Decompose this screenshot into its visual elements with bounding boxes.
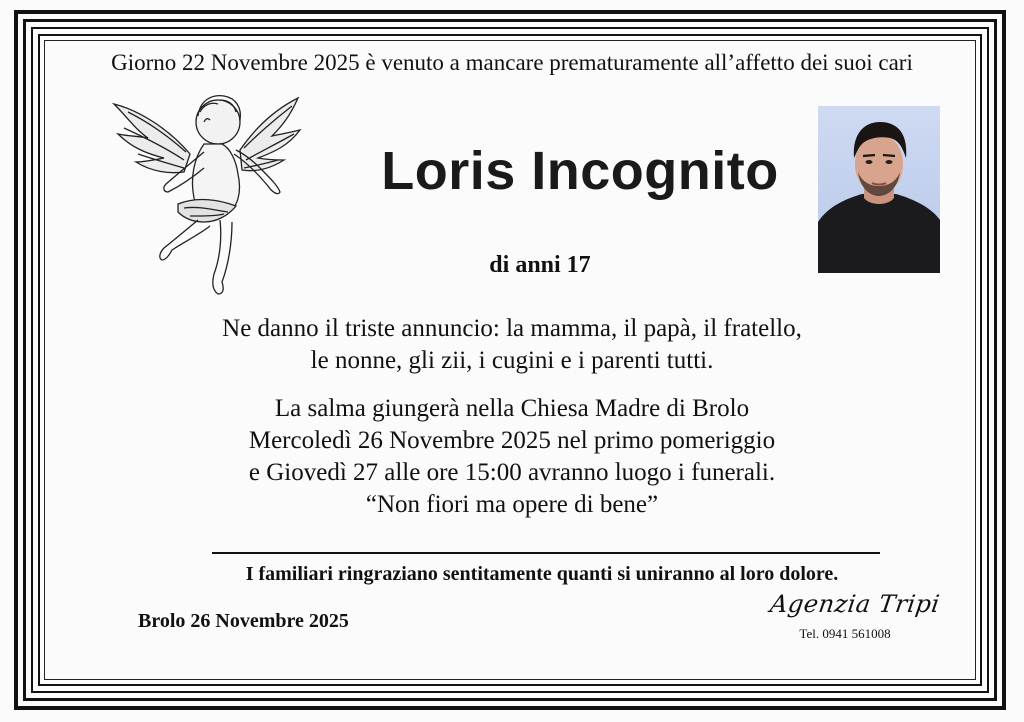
portrait-photo [818, 106, 940, 273]
place-date: Brolo 26 Novembre 2025 [138, 610, 349, 632]
funeral-quote: “Non fiori ma opere di bene” [365, 491, 659, 518]
agency-phone: Tel. 0941 561008 [799, 626, 891, 641]
announcement [150, 313, 874, 377]
announcement-line-1: Ne danno il triste annuncio: la mamma, il papà, il fratello, [222, 315, 802, 342]
agency-logo: Agenzia Tripi [768, 590, 942, 618]
deceased-age: di anni 17 [489, 252, 591, 278]
announcement-line-2: le nonne, gli zii, i cugini e i parenti tutti. [310, 347, 714, 374]
divider-line [212, 552, 880, 554]
agency-block [770, 590, 940, 642]
funeral-line-2: Mercoledì 26 Novembre 2025 nel primo pomeriggio [248, 427, 776, 454]
funeral-line-1: La salma giungerà nella Chiesa Madre di Brolo [274, 395, 750, 422]
header-text: Giorno 22 Novembre 2025 è venuto a mancare prematuramente all’affetto dei suoi cari [111, 50, 913, 75]
funeral-info [150, 393, 874, 521]
funeral-line-3: e Giovedì 27 alle ore 15:00 avranno luogo i funerali. [248, 459, 776, 486]
deceased-name: Loris Incognito [381, 141, 779, 201]
angel-icon [108, 88, 308, 302]
thanks-text: I familiari ringraziano sentitamente quanti si uniranno al loro dolore. [245, 563, 839, 585]
